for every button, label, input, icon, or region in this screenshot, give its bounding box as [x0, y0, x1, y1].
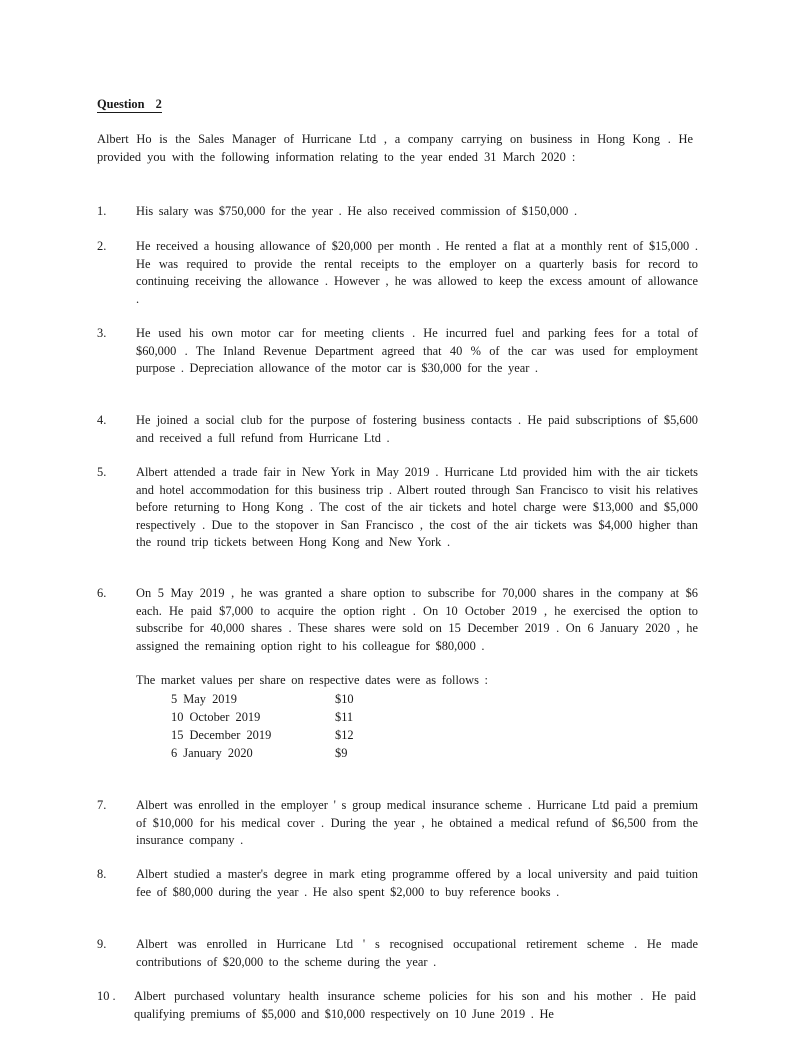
item-text: Albert studied a master's degree in mark eting programme offered by a local university and paid tuition fee of $80,000 during the year . He also spent $2,000 to buy reference books . [136, 867, 698, 899]
market-values-intro: The market values per share on respective dates were as follows : [136, 673, 488, 687]
item-number: 3. [97, 326, 107, 340]
question-intro: Albert Ho is the Sales Manager of Hurricane Ltd , a company carrying on business in Hong Kong . He provided you with the following information relating to the year ended 31 March 2020 : [97, 132, 693, 164]
market-value-row [171, 691, 395, 709]
market-value-row [171, 727, 395, 745]
item-text: Albert was enrolled in the employer ' s group medical insurance scheme . Hurricane Ltd paid a premium of $10,000 for his medical cover . During the year , he obtained a medical refund of $6,500 from the insurance company . [136, 798, 698, 847]
market-value-row [171, 709, 395, 727]
item-number: 9. [97, 937, 107, 951]
item-number: 5. [97, 465, 107, 479]
market-value-date: 6 January 2020 [171, 745, 253, 760]
market-value-date: 5 May 2019 [171, 691, 237, 706]
item-number: 4. [97, 413, 107, 427]
item-text: He joined a social club for the purpose of fostering business contacts . He paid subscriptions of $5,600 and received a full refund from Hurricane Ltd . [136, 413, 698, 445]
item-number: 7. [97, 798, 107, 812]
item-text: Albert attended a trade fair in New York in May 2019 . Hurricane Ltd provided him with the air tickets and hotel accommodation for this business trip . Albert routed through San Francisco to visit his relatives before returning to Hong Kong . The cost of the air tickets and hotel charge were $13,000 and $5,000 respectively . Due to the stopover in San Francisco , the cost of the air tickets was $4,000 higher than the round trip tickets between Hong Kong and New York . [136, 465, 698, 549]
item-number: 1. [97, 204, 107, 218]
market-value-price: $11 [335, 709, 354, 724]
item-text: Albert was enrolled in Hurricane Ltd ' s recognised occupational retirement scheme . He made contributions of $20,000 to the scheme during the year . [136, 937, 698, 969]
market-value-price: $9 [335, 745, 348, 760]
item-number: 2. [97, 239, 107, 253]
market-value-date: 10 October 2019 [171, 709, 261, 724]
market-value-price: $12 [335, 727, 354, 742]
market-values-table [171, 691, 395, 763]
item-number: 6. [97, 586, 107, 600]
item-text: On 5 May 2019 , he was granted a share option to subscribe for 70,000 shares in the company at $6 each. He paid $7,000 to acquire the option right . On 10 October 2019 , he exercised the option to subscribe for 40,000 shares . These shares were sold on 15 December 2019 . On 6 January 2020 , he assigned the remaining option right to his colleague for $80,000 . [136, 586, 698, 653]
item-text: Albert purchased voluntary health insurance scheme policies for his son and his mother . He paid qualifying premiums of $5,000 and $10,000 respectively on 10 June 2019 . He [134, 989, 696, 1021]
item-text: His salary was $750,000 for the year . He also received commission of $150,000 . [136, 204, 578, 218]
item-number: 8. [97, 867, 107, 881]
item-text: He received a housing allowance of $20,000 per month . He rented a flat at a monthly rent of $15,000 . He was required to provide the rental receipts to the employer on a quarterly basis for record to continuing receiving the allowance . However , he was allowed to keep the excess amount of allowance . [136, 239, 698, 306]
item-body [136, 585, 698, 763]
question-heading: Question 2 [97, 97, 162, 111]
market-value-row [171, 745, 395, 763]
market-value-price: $10 [335, 691, 354, 706]
item-number: 10 . [97, 989, 116, 1003]
item-text: He used his own motor car for meeting clients . He incurred fuel and parking fees for a total of $60,000 . The Inland Revenue Department agreed that 40 % of the car was used for employment purpose . Depreciation allowance of the motor car is $30,000 for the year . [136, 326, 698, 375]
market-value-date: 15 December 2019 [171, 727, 272, 742]
